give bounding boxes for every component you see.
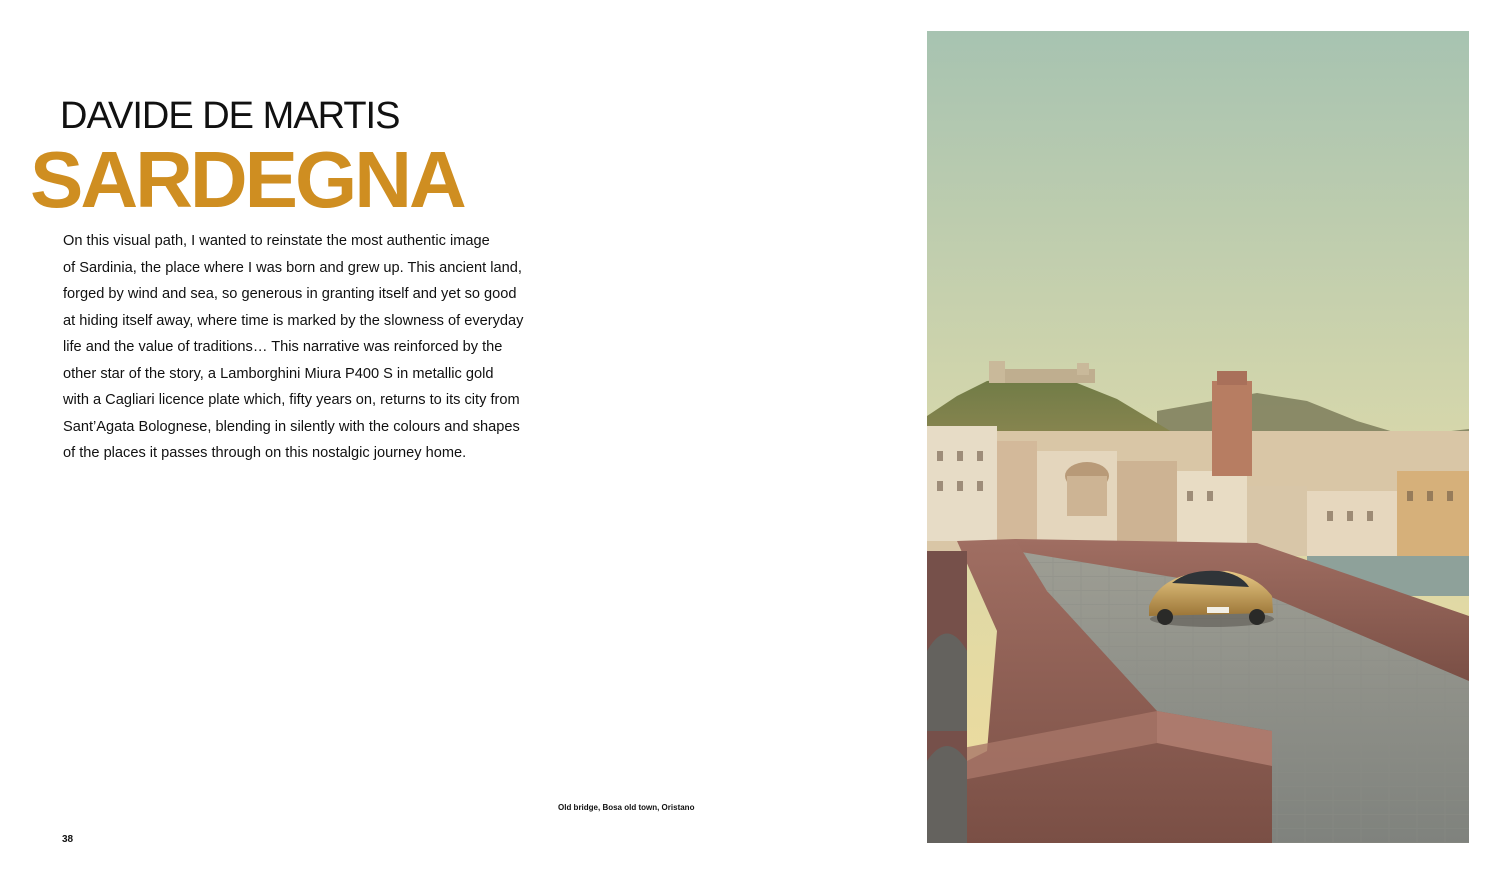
chapter-title: SARDEGNA <box>30 135 464 224</box>
body-line: with a Cagliari licence plate which, fifty years on, returns to its city from <box>63 392 520 408</box>
body-line: On this visual path, I wanted to reinstate the most authentic image <box>63 233 490 249</box>
photo-illustration <box>927 31 1469 843</box>
body-line: at hiding itself away, where time is marked by the slowness of everyday <box>63 312 524 329</box>
body-line: Sant’Agata Bolognese, blending in silently with the colours and shapes <box>63 418 520 435</box>
body-line: life and the value of traditions… This narrative was reinforced by the <box>63 339 503 355</box>
body-line: of the places it passes through on this nostalgic journey home. <box>63 445 467 461</box>
author-name: DAVIDE DE MARTIS <box>60 95 400 137</box>
photo-bosa-bridge <box>927 31 1469 843</box>
body-line: forged by wind and sea, so generous in granting itself and yet so good <box>63 286 517 302</box>
body-line: of Sardinia, the place where I was born and grew up. This ancient land, <box>63 259 522 276</box>
photo-caption: Old bridge, Bosa old town, Oristano <box>558 803 695 812</box>
body-line: other star of the story, a Lamborghini Miura P400 S in metallic gold <box>63 365 494 382</box>
bridge-arches <box>927 551 967 843</box>
body-paragraph <box>63 228 543 467</box>
page-number: 38 <box>62 834 74 845</box>
